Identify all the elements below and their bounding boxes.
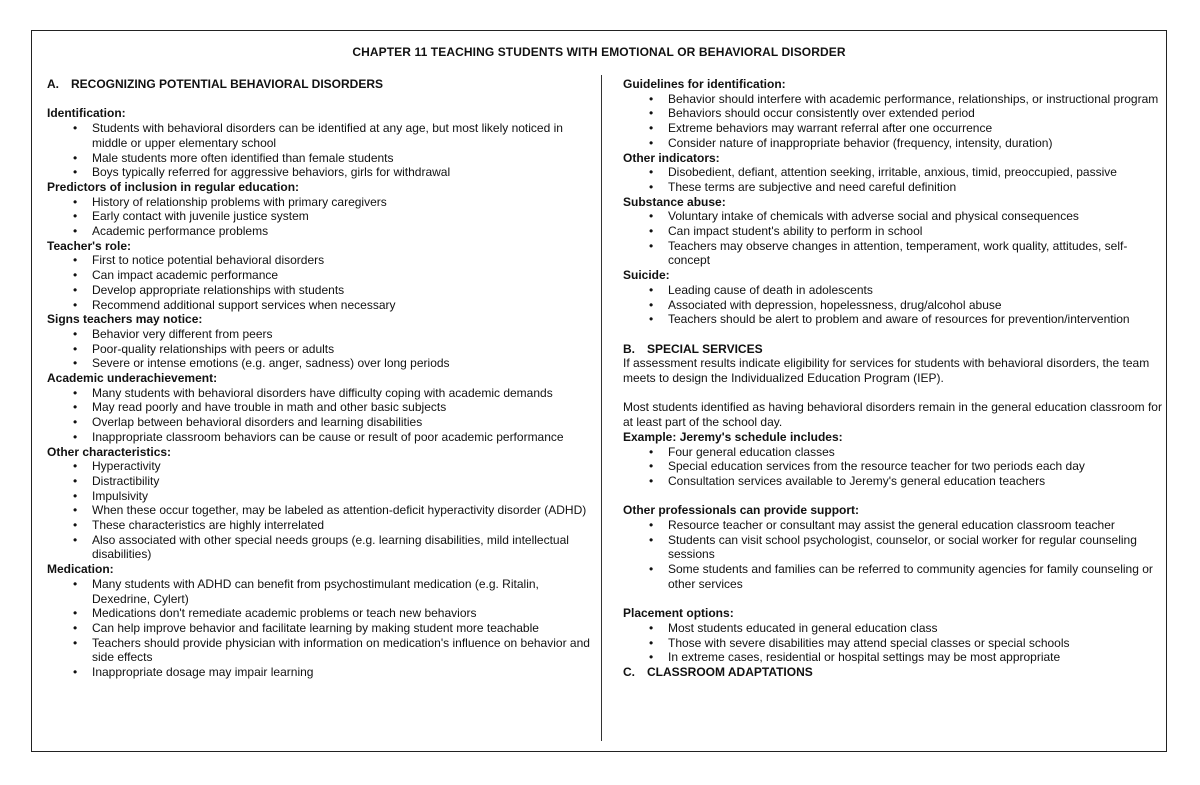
list-item: • Can impact student's ability to perform in school bbox=[623, 224, 1168, 239]
bullet-list bbox=[47, 577, 592, 680]
list-item: • Many students with behavioral disorders have difficulty coping with academic demands bbox=[47, 386, 592, 401]
list-item: • Associated with depression, hopelessness, drug/alcohol abuse bbox=[623, 298, 1168, 313]
list-item: • Students can visit school psychologist, counselor, or social worker for regular counseling sessions bbox=[623, 533, 1168, 562]
column-divider bbox=[601, 75, 602, 741]
group-heading: Other professionals can provide support: bbox=[623, 503, 860, 518]
left-groups bbox=[47, 106, 592, 679]
list-item: • Also associated with other special needs groups (e.g. learning disabilities, mild intellectual disabilities) bbox=[47, 533, 592, 562]
list-item: • Early contact with juvenile justice system bbox=[47, 209, 592, 224]
group-heading: Suicide: bbox=[623, 268, 670, 283]
list-item: • Those with severe disabilities may attend special classes or special schools bbox=[623, 636, 1168, 651]
list-item: • Special education services from the resource teacher for two periods each day bbox=[623, 459, 1168, 474]
list-item: • Inappropriate classroom behaviors can be cause or result of poor academic performance bbox=[47, 430, 592, 445]
left-column bbox=[47, 77, 592, 680]
list-item: • Teachers should provide physician with information on medication's influence on behavior and side effects bbox=[47, 636, 592, 665]
section-b-heading bbox=[623, 342, 1168, 357]
list-item: • Extreme behaviors may warrant referral after one occurrence bbox=[623, 121, 1168, 136]
support-group bbox=[623, 503, 1168, 591]
spacer bbox=[47, 92, 592, 107]
bullet-list bbox=[623, 165, 1168, 194]
list-item: • Male students more often identified than female students bbox=[47, 151, 592, 166]
bullet-list bbox=[623, 283, 1168, 327]
section-c-number: C. bbox=[623, 665, 635, 680]
group-heading: Other characteristics: bbox=[47, 444, 172, 459]
list-item: • Consider nature of inappropriate behavior (frequency, intensity, duration) bbox=[623, 136, 1168, 151]
list-item: • Inappropriate dosage may impair learning bbox=[47, 665, 592, 680]
list-item: • Teachers may observe changes in attention, temperament, work quality, attitudes, self-concept bbox=[623, 239, 1168, 268]
list-item: • When these occur together, may be labeled as attention-deficit hyperactivity disorder (ADHD) bbox=[47, 503, 592, 518]
list-item: • Some students and families can be referred to community agencies for family counseling or other services bbox=[623, 562, 1168, 591]
group-heading: Guidelines for identification: bbox=[623, 77, 786, 91]
list-item: • Academic performance problems bbox=[47, 224, 592, 239]
group-heading: Other indicators: bbox=[623, 150, 720, 165]
bullet-list bbox=[623, 92, 1168, 151]
group-heading: Academic underachievement: bbox=[47, 371, 218, 386]
list-item: • Hyperactivity bbox=[47, 459, 592, 474]
right-groups bbox=[623, 77, 1168, 327]
bullet-list bbox=[47, 195, 592, 239]
list-item: • These characteristics are highly interrelated bbox=[47, 518, 592, 533]
section-b-paragraph-1: If assessment results indicate eligibility for services for students with behavioral disorders, the team meets to design the Individualized Education Program (IEP). bbox=[623, 356, 1150, 386]
bullet-list bbox=[623, 621, 1168, 665]
list-item: • Can impact academic performance bbox=[47, 268, 592, 283]
list-item: • Overlap between behavioral disorders and learning disabilities bbox=[47, 415, 592, 430]
list-item: • Teachers should be alert to problem and aware of resources for prevention/intervention bbox=[623, 312, 1168, 327]
list-item: • Boys typically referred for aggressive behaviors, girls for withdrawal bbox=[47, 165, 592, 180]
list-item: • Many students with ADHD can benefit from psychostimulant medication (e.g. Ritalin, Dexedrine, Cylert) bbox=[47, 577, 592, 606]
bullet-list bbox=[47, 121, 592, 180]
list-item: • These terms are subjective and need careful definition bbox=[623, 180, 1168, 195]
bullet-list bbox=[623, 209, 1168, 268]
document-frame bbox=[31, 30, 1167, 752]
bullet-list bbox=[623, 518, 1168, 592]
list-item: • Students with behavioral disorders can be identified at any age, but most likely noticed in middle or upper elementary school bbox=[47, 121, 592, 150]
bullet-list bbox=[47, 459, 592, 562]
list-item: • Leading cause of death in adolescents bbox=[623, 283, 1168, 298]
section-c-label: CLASSROOM ADAPTATIONS bbox=[647, 665, 813, 680]
list-item: • Severe or intense emotions (e.g. anger, sadness) over long periods bbox=[47, 356, 592, 371]
list-item: • Can help improve behavior and facilitate learning by making student more teachable bbox=[47, 621, 592, 636]
list-item: • Behavior very different from peers bbox=[47, 327, 592, 342]
section-b-label: SPECIAL SERVICES bbox=[647, 341, 763, 356]
list-item: • Poor-quality relationships with peers or adults bbox=[47, 342, 592, 357]
section-a-number: A. bbox=[47, 77, 59, 91]
group-heading: Predictors of inclusion in regular education: bbox=[47, 179, 300, 194]
group-heading: Example: Jeremy's schedule includes: bbox=[623, 429, 843, 444]
list-item: • Medications don't remediate academic problems or teach new behaviors bbox=[47, 606, 592, 621]
bullet-list bbox=[623, 445, 1168, 489]
group-heading: Identification: bbox=[47, 106, 126, 121]
list-item: • May read poorly and have trouble in math and other basic subjects bbox=[47, 400, 592, 415]
placement-group bbox=[623, 606, 1168, 665]
page-title: CHAPTER 11 TEACHING STUDENTS WITH EMOTIONAL OR BEHAVIORAL DISORDER bbox=[352, 45, 846, 59]
section-a-label: RECOGNIZING POTENTIAL BEHAVIORAL DISORDERS bbox=[71, 77, 384, 91]
list-item: • Four general education classes bbox=[623, 445, 1168, 460]
example-group bbox=[623, 430, 1168, 489]
spacer bbox=[623, 489, 1168, 504]
list-item: • Resource teacher or consultant may assist the general education classroom teacher bbox=[623, 518, 1168, 533]
list-item: • Behaviors should occur consistently over extended period bbox=[623, 106, 1168, 121]
list-item: • Recommend additional support services when necessary bbox=[47, 298, 592, 313]
group-heading: Medication: bbox=[47, 562, 114, 577]
spacer bbox=[623, 592, 1168, 607]
list-item: • Most students educated in general education class bbox=[623, 621, 1168, 636]
section-a-heading bbox=[47, 77, 592, 92]
list-item: • Disobedient, defiant, attention seeking, irritable, anxious, timid, preoccupied, passive bbox=[623, 165, 1168, 180]
group-heading: Signs teachers may notice: bbox=[47, 312, 203, 327]
section-b-paragraph-2: Most students identified as having behavioral disorders remain in the general education classroom for at least part of the school day. bbox=[623, 400, 1162, 430]
right-column bbox=[623, 77, 1168, 680]
list-item: • History of relationship problems with primary caregivers bbox=[47, 195, 592, 210]
list-item: • In extreme cases, residential or hospital settings may be most appropriate bbox=[623, 650, 1168, 665]
list-item: • Impulsivity bbox=[47, 489, 592, 504]
bullet-list bbox=[47, 253, 592, 312]
list-item: • Consultation services available to Jeremy's general education teachers bbox=[623, 474, 1168, 489]
list-item: • Voluntary intake of chemicals with adverse social and physical consequences bbox=[623, 209, 1168, 224]
bullet-list bbox=[47, 327, 592, 371]
group-heading: Substance abuse: bbox=[623, 194, 726, 209]
group-heading: Teacher's role: bbox=[47, 238, 131, 253]
spacer bbox=[623, 386, 1168, 401]
section-c-heading bbox=[623, 665, 1168, 680]
list-item: • Behavior should interfere with academic performance, relationships, or instructional program bbox=[623, 92, 1168, 107]
list-item: • Distractibility bbox=[47, 474, 592, 489]
list-item: • First to notice potential behavioral disorders bbox=[47, 253, 592, 268]
spacer bbox=[623, 327, 1168, 342]
section-b-number: B. bbox=[623, 341, 635, 356]
group-heading: Placement options: bbox=[623, 606, 734, 621]
bullet-list bbox=[47, 386, 592, 445]
list-item: • Develop appropriate relationships with students bbox=[47, 283, 592, 298]
